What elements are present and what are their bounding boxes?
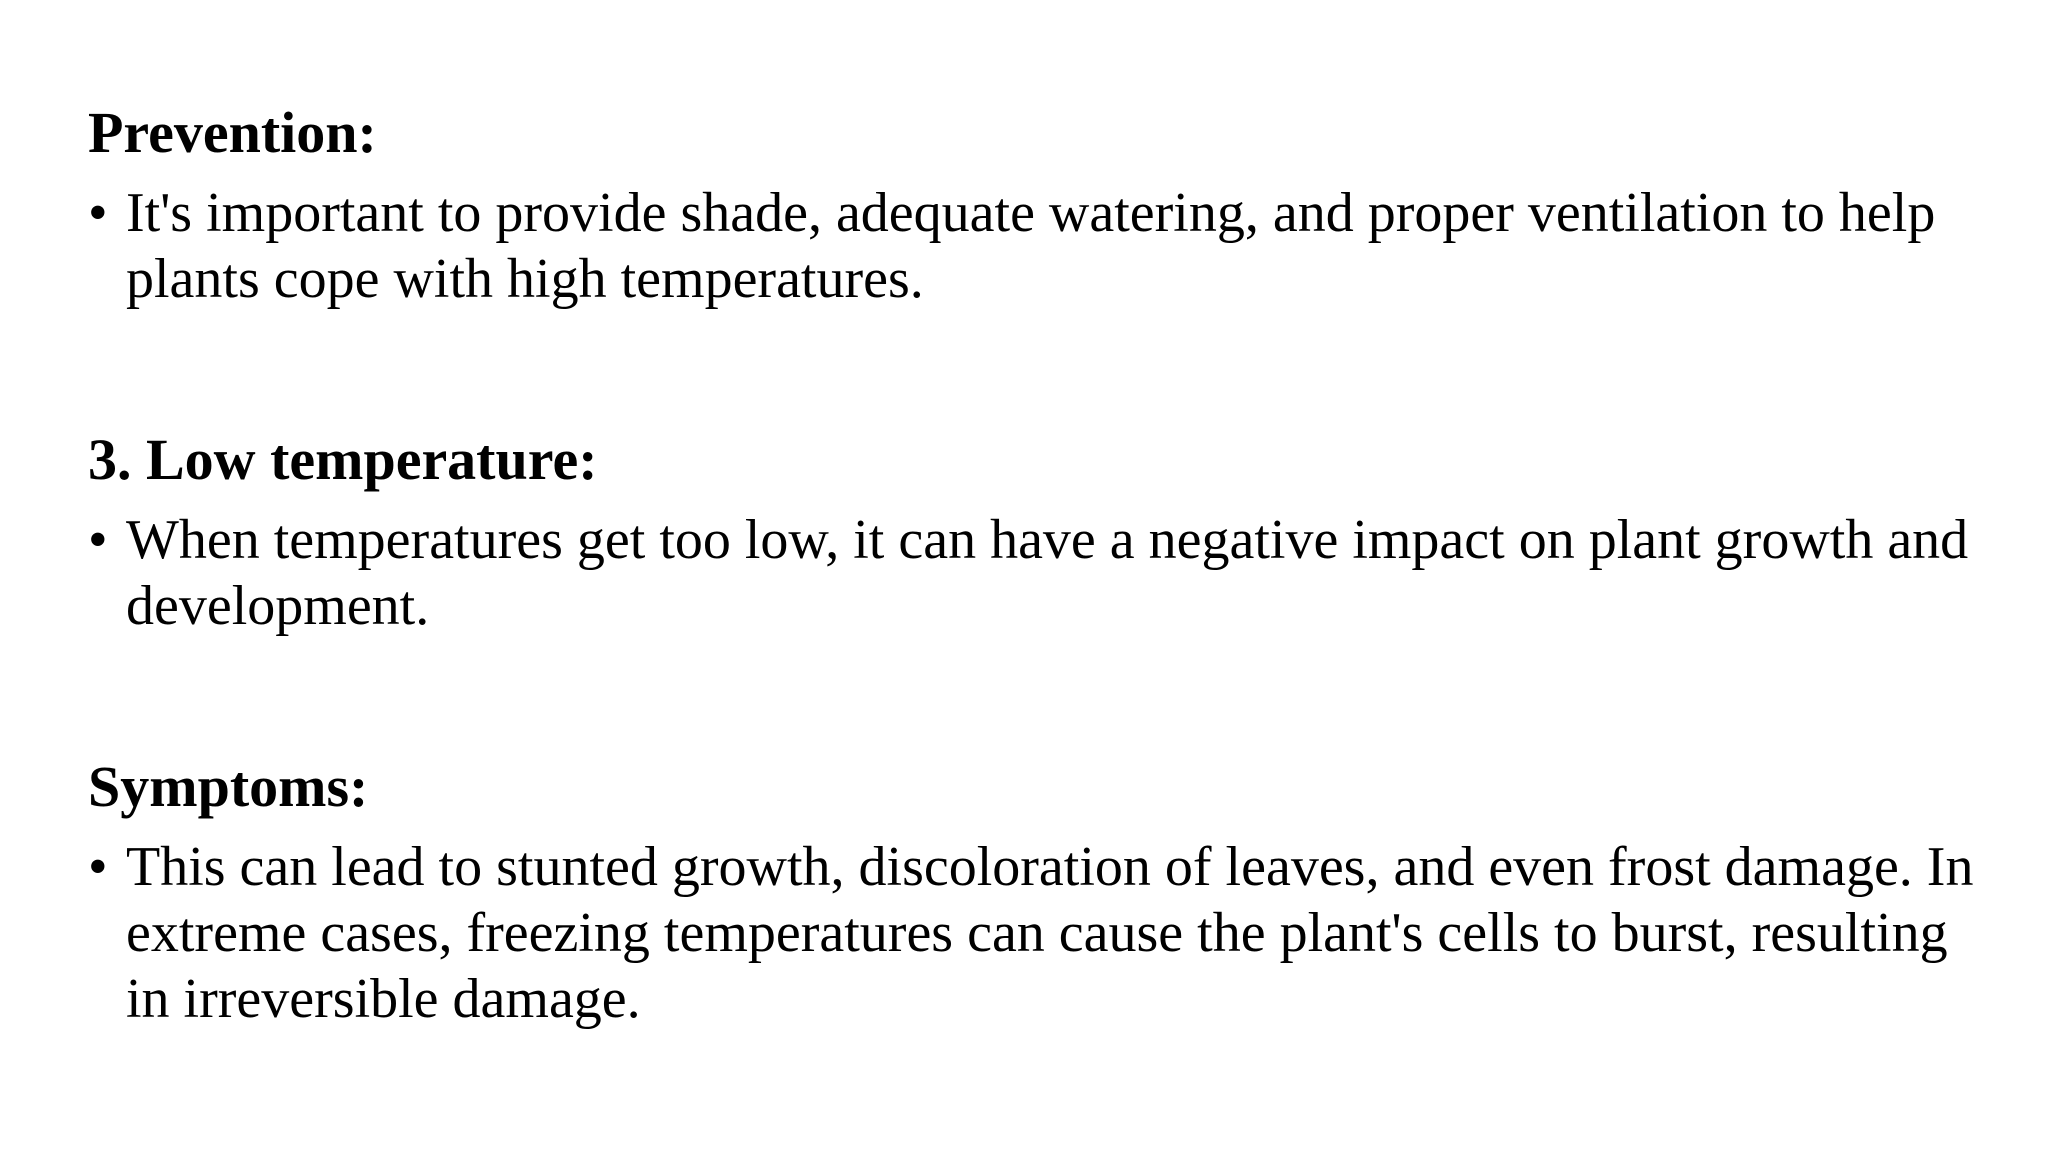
section-heading: Prevention: <box>88 100 377 165</box>
bullet-item <box>88 507 1988 639</box>
bullet-icon: • <box>88 509 108 571</box>
prevention-section <box>88 100 1988 312</box>
section-heading: 3. Low temperature: <box>88 427 598 492</box>
bullet-item <box>88 834 1988 1032</box>
bullet-icon: • <box>88 836 108 898</box>
low-temperature-section <box>88 427 1988 639</box>
symptoms-section <box>88 754 1988 1032</box>
bullet-text: When temperatures get too low, it can have a negative impact on plant growth and development. <box>126 509 1969 637</box>
bullet-text: It's important to provide shade, adequate watering, and proper ventilation to help plants cope with high temperatures. <box>126 182 1936 310</box>
bullet-item <box>88 180 1988 312</box>
bullet-text: This can lead to stunted growth, discoloration of leaves, and even frost damage. In extreme cases, freezing temperatures can cause the plant's cells to burst, resulting in irreversible damage. <box>126 836 1974 1030</box>
bullet-icon: • <box>88 182 108 244</box>
section-heading: Symptoms: <box>88 754 369 819</box>
